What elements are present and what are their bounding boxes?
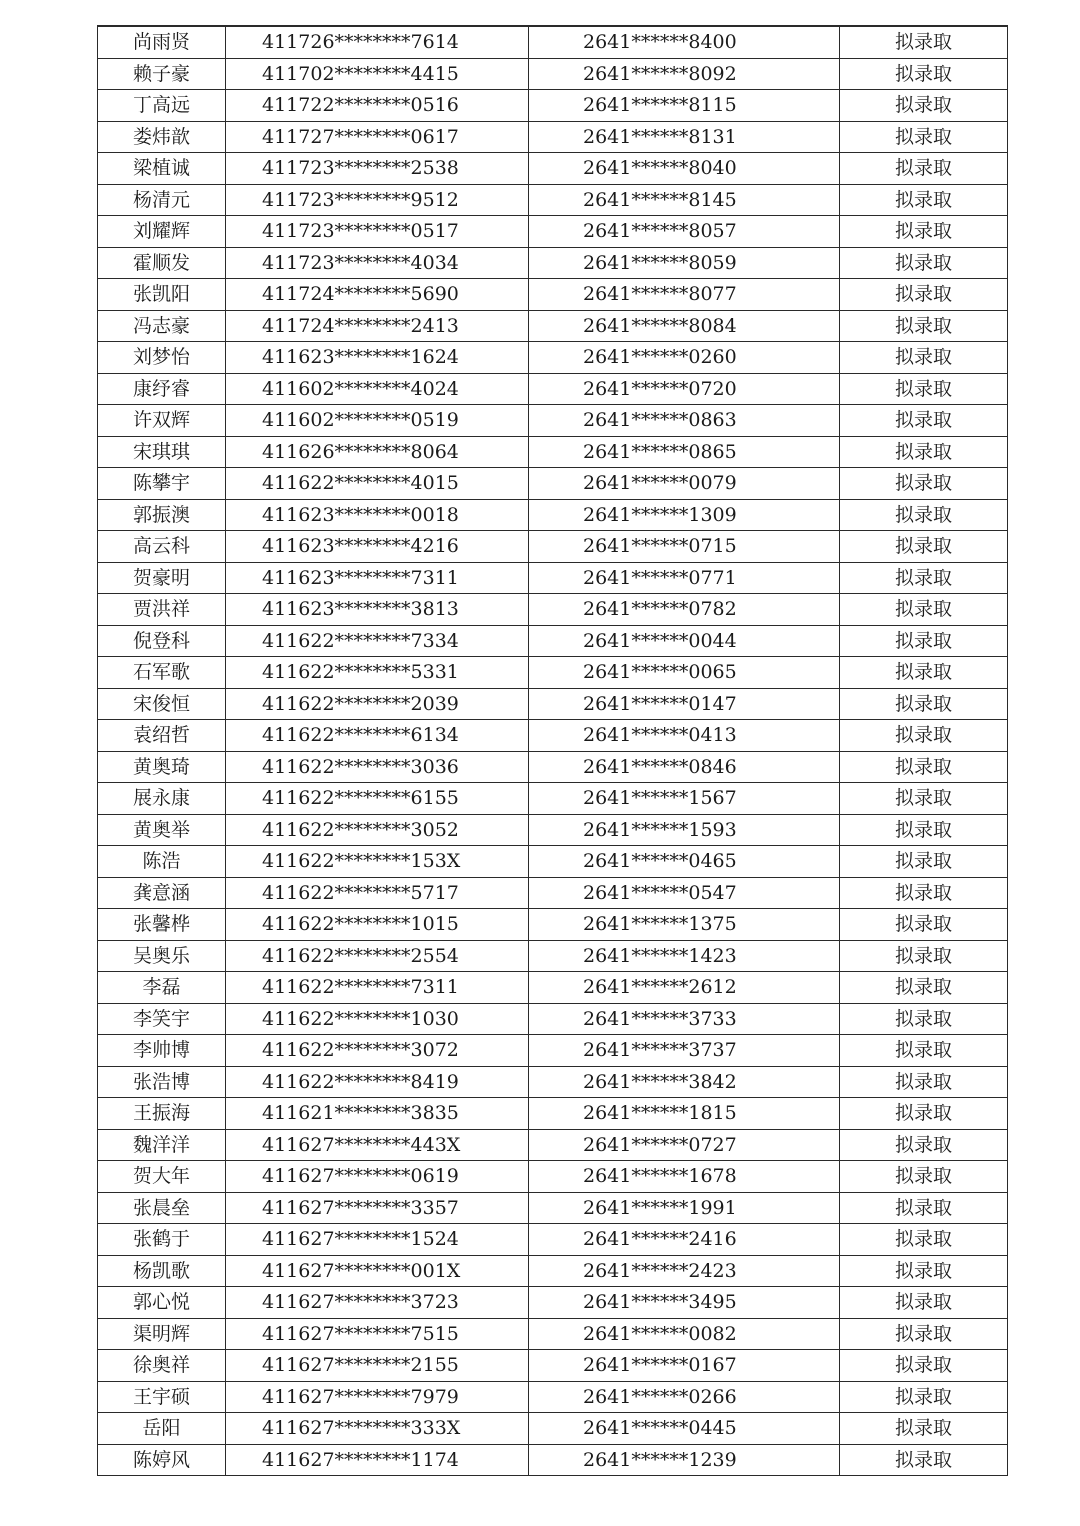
admission-list-sheet [97,25,1008,1476]
table-row [98,783,1008,815]
cell-id-number: 411627********001X [226,1255,529,1287]
cell-status: 拟录取 [840,972,1008,1004]
cell-exam-number: 2641******0413 [529,720,840,752]
cell-name: 黄奥举 [98,814,226,846]
cell-name: 李帅博 [98,1035,226,1067]
cell-status: 拟录取 [840,1381,1008,1413]
table-row [98,688,1008,720]
cell-id-number: 411622********8419 [226,1066,529,1098]
cell-name: 刘耀辉 [98,216,226,248]
cell-id-number: 411622********3072 [226,1035,529,1067]
cell-name: 娄炜歆 [98,121,226,153]
cell-name: 张凯阳 [98,279,226,311]
cell-status: 拟录取 [840,688,1008,720]
cell-name: 贺豪明 [98,562,226,594]
table-row [98,562,1008,594]
cell-name: 李磊 [98,972,226,1004]
cell-id-number: 411622********3052 [226,814,529,846]
cell-name: 魏洋洋 [98,1129,226,1161]
cell-exam-number: 2641******0771 [529,562,840,594]
cell-exam-number: 2641******1593 [529,814,840,846]
cell-status: 拟录取 [840,342,1008,374]
cell-id-number: 411724********2413 [226,310,529,342]
cell-id-number: 411622********3036 [226,751,529,783]
cell-exam-number: 2641******0079 [529,468,840,500]
cell-exam-number: 2641******3733 [529,1003,840,1035]
cell-name: 郭心悦 [98,1287,226,1319]
cell-id-number: 411623********1624 [226,342,529,374]
cell-id-number: 411622********5331 [226,657,529,689]
cell-status: 拟录取 [840,1287,1008,1319]
cell-status: 拟录取 [840,373,1008,405]
cell-exam-number: 2641******0082 [529,1318,840,1350]
cell-id-number: 411622********4015 [226,468,529,500]
cell-id-number: 411627********443X [226,1129,529,1161]
cell-exam-number: 2641******8057 [529,216,840,248]
cell-id-number: 411627********7515 [226,1318,529,1350]
cell-id-number: 411627********0619 [226,1161,529,1193]
cell-exam-number: 2641******1309 [529,499,840,531]
cell-exam-number: 2641******2416 [529,1224,840,1256]
table-row [98,1098,1008,1130]
cell-status: 拟录取 [840,499,1008,531]
cell-id-number: 411722********0516 [226,90,529,122]
cell-exam-number: 2641******0065 [529,657,840,689]
cell-name: 冯志豪 [98,310,226,342]
cell-exam-number: 2641******0044 [529,625,840,657]
cell-status: 拟录取 [840,90,1008,122]
cell-name: 刘梦怡 [98,342,226,374]
table-row [98,1255,1008,1287]
cell-id-number: 411723********4034 [226,247,529,279]
cell-name: 袁绍哲 [98,720,226,752]
cell-id-number: 411623********4216 [226,531,529,563]
table-row [98,1003,1008,1035]
cell-status: 拟录取 [840,1255,1008,1287]
cell-id-number: 411723********9512 [226,184,529,216]
cell-status: 拟录取 [840,184,1008,216]
cell-name: 高云科 [98,531,226,563]
table-row [98,1381,1008,1413]
cell-status: 拟录取 [840,1413,1008,1445]
table-row [98,531,1008,563]
cell-name: 展永康 [98,783,226,815]
cell-exam-number: 2641******1991 [529,1192,840,1224]
cell-exam-number: 2641******1815 [529,1098,840,1130]
cell-name: 倪登科 [98,625,226,657]
cell-id-number: 411622********5717 [226,877,529,909]
cell-status: 拟录取 [840,26,1008,58]
cell-id-number: 411622********2039 [226,688,529,720]
cell-id-number: 411602********0519 [226,405,529,437]
table-row [98,153,1008,185]
cell-status: 拟录取 [840,1003,1008,1035]
table-row [98,342,1008,374]
cell-exam-number: 2641******0846 [529,751,840,783]
cell-name: 霍顺发 [98,247,226,279]
cell-status: 拟录取 [840,405,1008,437]
cell-exam-number: 2641******2423 [529,1255,840,1287]
table-row [98,121,1008,153]
cell-status: 拟录取 [840,1129,1008,1161]
table-row [98,1129,1008,1161]
cell-exam-number: 2641******0715 [529,531,840,563]
cell-id-number: 411622********6155 [226,783,529,815]
cell-status: 拟录取 [840,1098,1008,1130]
cell-status: 拟录取 [840,1444,1008,1476]
table-row [98,625,1008,657]
table-row [98,1066,1008,1098]
cell-status: 拟录取 [840,751,1008,783]
cell-exam-number: 2641******8131 [529,121,840,153]
cell-name: 杨清元 [98,184,226,216]
cell-exam-number: 2641******0445 [529,1413,840,1445]
table-row [98,1192,1008,1224]
table-row [98,310,1008,342]
cell-exam-number: 2641******3737 [529,1035,840,1067]
table-row [98,1161,1008,1193]
cell-status: 拟录取 [840,279,1008,311]
cell-id-number: 411627********1174 [226,1444,529,1476]
cell-id-number: 411602********4024 [226,373,529,405]
cell-id-number: 411723********2538 [226,153,529,185]
cell-exam-number: 2641******0547 [529,877,840,909]
table-body [98,26,1008,1476]
cell-name: 陈攀宇 [98,468,226,500]
table-row [98,877,1008,909]
cell-name: 宋琪琪 [98,436,226,468]
table-row [98,720,1008,752]
cell-exam-number: 2641******0865 [529,436,840,468]
cell-status: 拟录取 [840,1066,1008,1098]
cell-name: 陈婷风 [98,1444,226,1476]
table-row [98,1287,1008,1319]
cell-status: 拟录取 [840,247,1008,279]
cell-id-number: 411627********2155 [226,1350,529,1382]
table-row [98,972,1008,1004]
cell-status: 拟录取 [840,814,1008,846]
cell-status: 拟录取 [840,940,1008,972]
cell-name: 王宇硕 [98,1381,226,1413]
table-row [98,1318,1008,1350]
cell-id-number: 411622********2554 [226,940,529,972]
cell-status: 拟录取 [840,909,1008,941]
cell-exam-number: 2641******0720 [529,373,840,405]
cell-exam-number: 2641******1567 [529,783,840,815]
table-row [98,1350,1008,1382]
cell-id-number: 411627********7979 [226,1381,529,1413]
cell-name: 徐奥祥 [98,1350,226,1382]
cell-exam-number: 2641******8084 [529,310,840,342]
table-row [98,247,1008,279]
cell-exam-number: 2641******0782 [529,594,840,626]
cell-status: 拟录取 [840,58,1008,90]
table-row [98,436,1008,468]
cell-name: 尚雨贤 [98,26,226,58]
table-row [98,1413,1008,1445]
cell-id-number: 411626********8064 [226,436,529,468]
table-row [98,751,1008,783]
table-row [98,499,1008,531]
cell-name: 赖子豪 [98,58,226,90]
cell-status: 拟录取 [840,562,1008,594]
cell-status: 拟录取 [840,531,1008,563]
cell-name: 陈浩 [98,846,226,878]
cell-id-number: 411627********3723 [226,1287,529,1319]
cell-id-number: 411723********0517 [226,216,529,248]
table-row [98,373,1008,405]
cell-status: 拟录取 [840,436,1008,468]
cell-status: 拟录取 [840,468,1008,500]
table-row [98,279,1008,311]
cell-id-number: 411622********6134 [226,720,529,752]
cell-exam-number: 2641******0727 [529,1129,840,1161]
cell-name: 龚意涵 [98,877,226,909]
cell-status: 拟录取 [840,1192,1008,1224]
cell-exam-number: 2641******8092 [529,58,840,90]
table-row [98,26,1008,58]
cell-name: 杨凯歌 [98,1255,226,1287]
cell-name: 贾洪祥 [98,594,226,626]
cell-exam-number: 2641******1423 [529,940,840,972]
cell-exam-number: 2641******3842 [529,1066,840,1098]
table-row [98,594,1008,626]
cell-id-number: 411727********0617 [226,121,529,153]
table-row [98,657,1008,689]
cell-name: 张馨桦 [98,909,226,941]
table-row [98,405,1008,437]
cell-status: 拟录取 [840,1161,1008,1193]
cell-id-number: 411623********0018 [226,499,529,531]
cell-id-number: 411627********3357 [226,1192,529,1224]
cell-name: 张鹤于 [98,1224,226,1256]
cell-id-number: 411622********7334 [226,625,529,657]
cell-id-number: 411623********3813 [226,594,529,626]
cell-id-number: 411627********333X [226,1413,529,1445]
cell-exam-number: 2641******0266 [529,1381,840,1413]
cell-name: 郭振澳 [98,499,226,531]
cell-status: 拟录取 [840,1035,1008,1067]
cell-exam-number: 2641******3495 [529,1287,840,1319]
cell-status: 拟录取 [840,310,1008,342]
cell-id-number: 411627********1524 [226,1224,529,1256]
cell-status: 拟录取 [840,783,1008,815]
cell-id-number: 411623********7311 [226,562,529,594]
cell-status: 拟录取 [840,153,1008,185]
cell-exam-number: 2641******1678 [529,1161,840,1193]
cell-exam-number: 2641******1375 [529,909,840,941]
cell-status: 拟录取 [840,1318,1008,1350]
cell-status: 拟录取 [840,657,1008,689]
cell-status: 拟录取 [840,877,1008,909]
cell-id-number: 411724********5690 [226,279,529,311]
table-row [98,940,1008,972]
table-row [98,846,1008,878]
cell-name: 张晨垒 [98,1192,226,1224]
cell-exam-number: 2641******8040 [529,153,840,185]
table-row [98,1444,1008,1476]
cell-status: 拟录取 [840,1350,1008,1382]
cell-name: 王振海 [98,1098,226,1130]
cell-name: 丁高远 [98,90,226,122]
cell-name: 贺大年 [98,1161,226,1193]
cell-id-number: 411621********3835 [226,1098,529,1130]
cell-exam-number: 2641******0465 [529,846,840,878]
cell-status: 拟录取 [840,1224,1008,1256]
table-row [98,216,1008,248]
table-row [98,909,1008,941]
cell-status: 拟录取 [840,594,1008,626]
cell-name: 梁植诚 [98,153,226,185]
table-row [98,1224,1008,1256]
cell-status: 拟录取 [840,121,1008,153]
cell-id-number: 411622********1030 [226,1003,529,1035]
cell-exam-number: 2641******8400 [529,26,840,58]
cell-status: 拟录取 [840,216,1008,248]
cell-name: 黄奥琦 [98,751,226,783]
admission-list-table [97,25,1008,1476]
cell-exam-number: 2641******8145 [529,184,840,216]
cell-exam-number: 2641******1239 [529,1444,840,1476]
cell-id-number: 411622********1015 [226,909,529,941]
cell-name: 石军歌 [98,657,226,689]
table-row [98,184,1008,216]
cell-name: 吴奥乐 [98,940,226,972]
cell-name: 许双辉 [98,405,226,437]
cell-status: 拟录取 [840,846,1008,878]
table-row [98,468,1008,500]
cell-id-number: 411622********153X [226,846,529,878]
cell-id-number: 411702********4415 [226,58,529,90]
cell-exam-number: 2641******2612 [529,972,840,1004]
table-row [98,90,1008,122]
cell-name: 李笑宇 [98,1003,226,1035]
cell-exam-number: 2641******8115 [529,90,840,122]
cell-id-number: 411622********7311 [226,972,529,1004]
cell-exam-number: 2641******0167 [529,1350,840,1382]
cell-name: 康纾睿 [98,373,226,405]
cell-exam-number: 2641******0863 [529,405,840,437]
table-row [98,1035,1008,1067]
cell-exam-number: 2641******0260 [529,342,840,374]
cell-status: 拟录取 [840,720,1008,752]
cell-name: 张浩博 [98,1066,226,1098]
table-row [98,814,1008,846]
cell-id-number: 411726********7614 [226,26,529,58]
cell-status: 拟录取 [840,625,1008,657]
cell-exam-number: 2641******8077 [529,279,840,311]
cell-name: 渠明辉 [98,1318,226,1350]
cell-name: 宋俊恒 [98,688,226,720]
cell-name: 岳阳 [98,1413,226,1445]
table-row [98,58,1008,90]
cell-exam-number: 2641******0147 [529,688,840,720]
cell-exam-number: 2641******8059 [529,247,840,279]
